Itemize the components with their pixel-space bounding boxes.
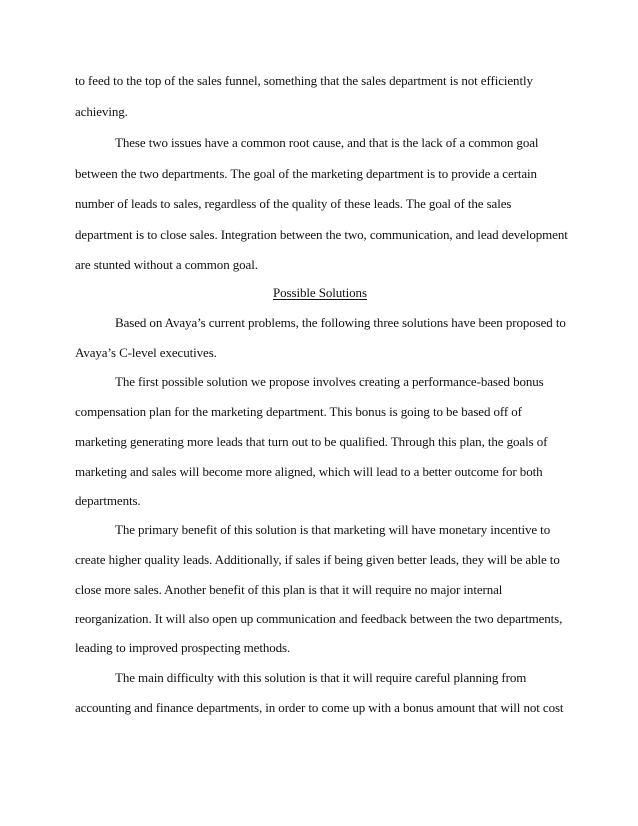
paragraph-line: to feed to the top of the sales funnel, something that the sales department is not efficiently [75, 73, 533, 88]
paragraph-line: accounting and finance departments, in order to come up with a bonus amount that will not cost [75, 700, 564, 715]
paragraph-line: close more sales. Another benefit of this plan is that it will require no major internal [75, 582, 503, 597]
paragraph-line: The primary benefit of this solution is that marketing will have monetary incentive to [115, 522, 551, 537]
paragraph-line: departments. [75, 493, 141, 508]
paragraph-line: These two issues have a common root cause, and that is the lack of a common goal [115, 135, 539, 150]
paragraph-line: compensation plan for the marketing department. This bonus is going to be based off of [75, 404, 522, 419]
paragraph-line: Based on Avaya’s current problems, the following three solutions have been proposed to [115, 315, 566, 330]
paragraph-line: department is to close sales. Integration between the two, communication, and lead development [75, 227, 568, 242]
paragraph-line: number of leads to sales, regardless of the quality of these leads. The goal of the sales [75, 196, 512, 211]
paragraph-line: The main difficulty with this solution is that it will require careful planning from [115, 670, 527, 685]
paragraph-line: between the two departments. The goal of the marketing department is to provide a certain [75, 166, 537, 181]
section-heading: Possible Solutions [273, 285, 367, 300]
paragraph-line: create higher quality leads. Additionally, if sales if being given better leads, they will be able to [75, 552, 560, 567]
paragraph-line: reorganization. It will also open up communication and feedback between the two departments, [75, 611, 563, 626]
paragraph-line: are stunted without a common goal. [75, 257, 258, 272]
paragraph-line: marketing generating more leads that turn out to be qualified. Through this plan, the goals of [75, 434, 548, 449]
paragraph-line: marketing and sales will become more aligned, which will lead to a better outcome for both [75, 464, 543, 479]
paragraph-line: Avaya’s C-level executives. [75, 345, 217, 360]
paragraph-line: achieving. [75, 104, 128, 119]
paragraph-line: The first possible solution we propose involves creating a performance-based bonus [115, 374, 544, 389]
paragraph-line: leading to improved prospecting methods. [75, 640, 291, 655]
